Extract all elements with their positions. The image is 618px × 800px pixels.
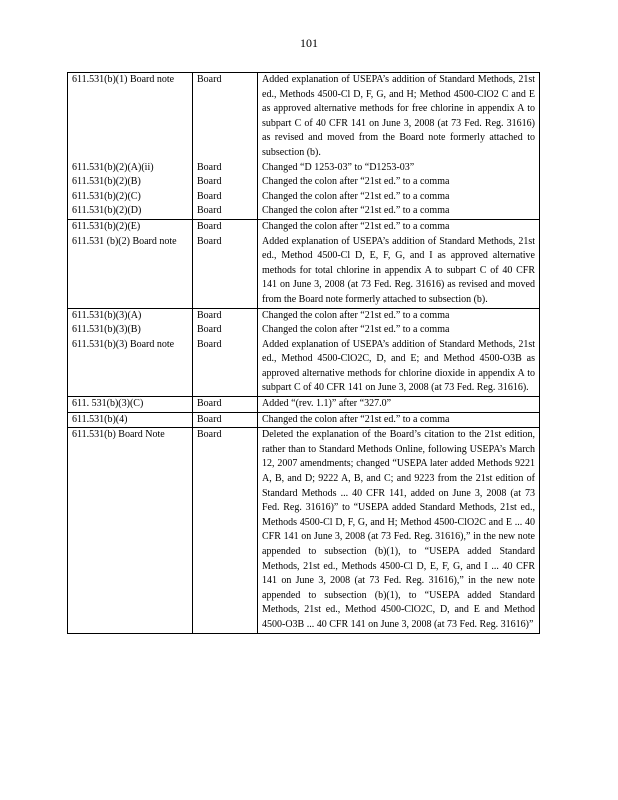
actor-cell: Board xyxy=(193,204,258,219)
table-row xyxy=(68,308,540,323)
actor-cell: Board xyxy=(193,308,258,323)
actor-cell: Board xyxy=(193,338,258,397)
change-cell: Changed the colon after “21st ed.” to a comma xyxy=(258,190,540,205)
change-cell: Changed the colon after “21st ed.” to a comma xyxy=(258,412,540,428)
section-cell: 611.531(b)(2)(C) xyxy=(68,190,193,205)
table-row xyxy=(68,204,540,219)
section-cell: 611. 531(b)(3)(C) xyxy=(68,397,193,413)
change-cell: Added explanation of USEPA’s addition of Standard Methods, 21st ed., Methods 4500-Cl D, F, G, and H; Method 4500-ClO2 C and E as approved alternative methods for free chlorine in appendix A to subpart C of 40 CFR 141 on June 3, 2008 (at 73 Fed. Reg. 31616) as revised and moved from the Board note formerly attached to subsection (b). xyxy=(258,73,540,161)
actor-cell: Board xyxy=(193,235,258,308)
amendments-table-body xyxy=(68,73,540,634)
actor-cell: Board xyxy=(193,73,258,161)
change-cell: Changed the colon after “21st ed.” to a comma xyxy=(258,204,540,219)
table-row xyxy=(68,73,540,161)
change-cell: Changed the colon after “21st ed.” to a comma xyxy=(258,323,540,338)
table-row xyxy=(68,235,540,308)
actor-cell: Board xyxy=(193,190,258,205)
table-row xyxy=(68,412,540,428)
actor-cell: Board xyxy=(193,219,258,234)
actor-cell: Board xyxy=(193,412,258,428)
change-cell: Changed the colon after “21st ed.” to a comma xyxy=(258,308,540,323)
change-cell: Changed “D 1253-03” to “D1253-03” xyxy=(258,161,540,176)
table-row xyxy=(68,190,540,205)
table-row xyxy=(68,323,540,338)
section-cell: 611.531(b)(2)(E) xyxy=(68,219,193,234)
change-cell: Changed the colon after “21st ed.” to a comma xyxy=(258,219,540,234)
table-row xyxy=(68,397,540,413)
table-row xyxy=(68,338,540,397)
section-cell: 611.531(b)(4) xyxy=(68,412,193,428)
actor-cell: Board xyxy=(193,161,258,176)
change-cell: Added explanation of USEPA’s addition of Standard Methods, 21st ed., Method 4500-ClO2C, D, and E; and Method 4500-O3B as approved alternative methods for chlorine dioxide in appendix A to subpart C of 40 CFR 141 on June 3, 2008 (at 73 Fed. Reg. 31616). xyxy=(258,338,540,397)
change-cell: Added “(rev. 1.1)” after “327.0” xyxy=(258,397,540,413)
page-number: 101 xyxy=(300,36,318,50)
section-cell: 611.531(b)(3)(A) xyxy=(68,308,193,323)
actor-cell: Board xyxy=(193,175,258,190)
section-cell: 611.531(b)(2)(B) xyxy=(68,175,193,190)
table-row xyxy=(68,161,540,176)
change-cell: Deleted the explanation of the Board’s citation to the 21st edition, rather than to Standard Methods Online, following USEPA’s March 12, 2007 amendments; changed “USEPA later added Methods 9221 A, B, and D; 9222 A, B, and C; and 9223 from the 21st edition of Standard Methods ... 40 CFR 141, added on June 3, 2008 (at 73 Fed. Reg. 31616)” to “USEPA added Standard Methods, 21st ed., Methods 4500-Cl D, F, G, and H; Method 4500-ClO2C and E ... 40 CFR 141 on June 3, 2008 (at 73 Fed. Reg. 31616),” in the new note appended to subsection (b)(1), to “USEPA added Standard Methods, 21st ed., Methods 4500-Cl D, E, F, G, and I ... 40 CFR 141 on June 3, 2008 (at 73 Fed. Reg. 31616),” in the new note appended to subsection (b)(1), to “USEPA added Standard Methods, 21st ed., Method 4500-ClO2C, D, and E and Method 4500-O3B ... 40 CFR 141 on June 3, 2008 (at 73 Fed. Reg. 31616)” xyxy=(258,428,540,633)
change-cell: Changed the colon after “21st ed.” to a comma xyxy=(258,175,540,190)
actor-cell: Board xyxy=(193,323,258,338)
change-cell: Added explanation of USEPA’s addition of Standard Methods, 21st ed., Method 4500-Cl D, E, F, G, and I as approved alternative methods for total chlorine in appendix A to subpart C of 40 CFR 141 on June 3, 2008 (at 73 Fed. Reg. 31616) as revised and moved from the Board note formerly attached to subsection (b). xyxy=(258,235,540,308)
table-row xyxy=(68,428,540,633)
section-cell: 611.531(b) Board Note xyxy=(68,428,193,633)
table-row xyxy=(68,219,540,234)
table-row xyxy=(68,175,540,190)
section-cell: 611.531 (b)(2) Board note xyxy=(68,235,193,308)
actor-cell: Board xyxy=(193,397,258,413)
section-cell: 611.531(b)(2)(A)(ii) xyxy=(68,161,193,176)
amendments-table xyxy=(67,72,540,634)
section-cell: 611.531(b)(3)(B) xyxy=(68,323,193,338)
actor-cell: Board xyxy=(193,428,258,633)
section-cell: 611.531(b)(2)(D) xyxy=(68,204,193,219)
section-cell: 611.531(b)(1) Board note xyxy=(68,73,193,161)
section-cell: 611.531(b)(3) Board note xyxy=(68,338,193,397)
